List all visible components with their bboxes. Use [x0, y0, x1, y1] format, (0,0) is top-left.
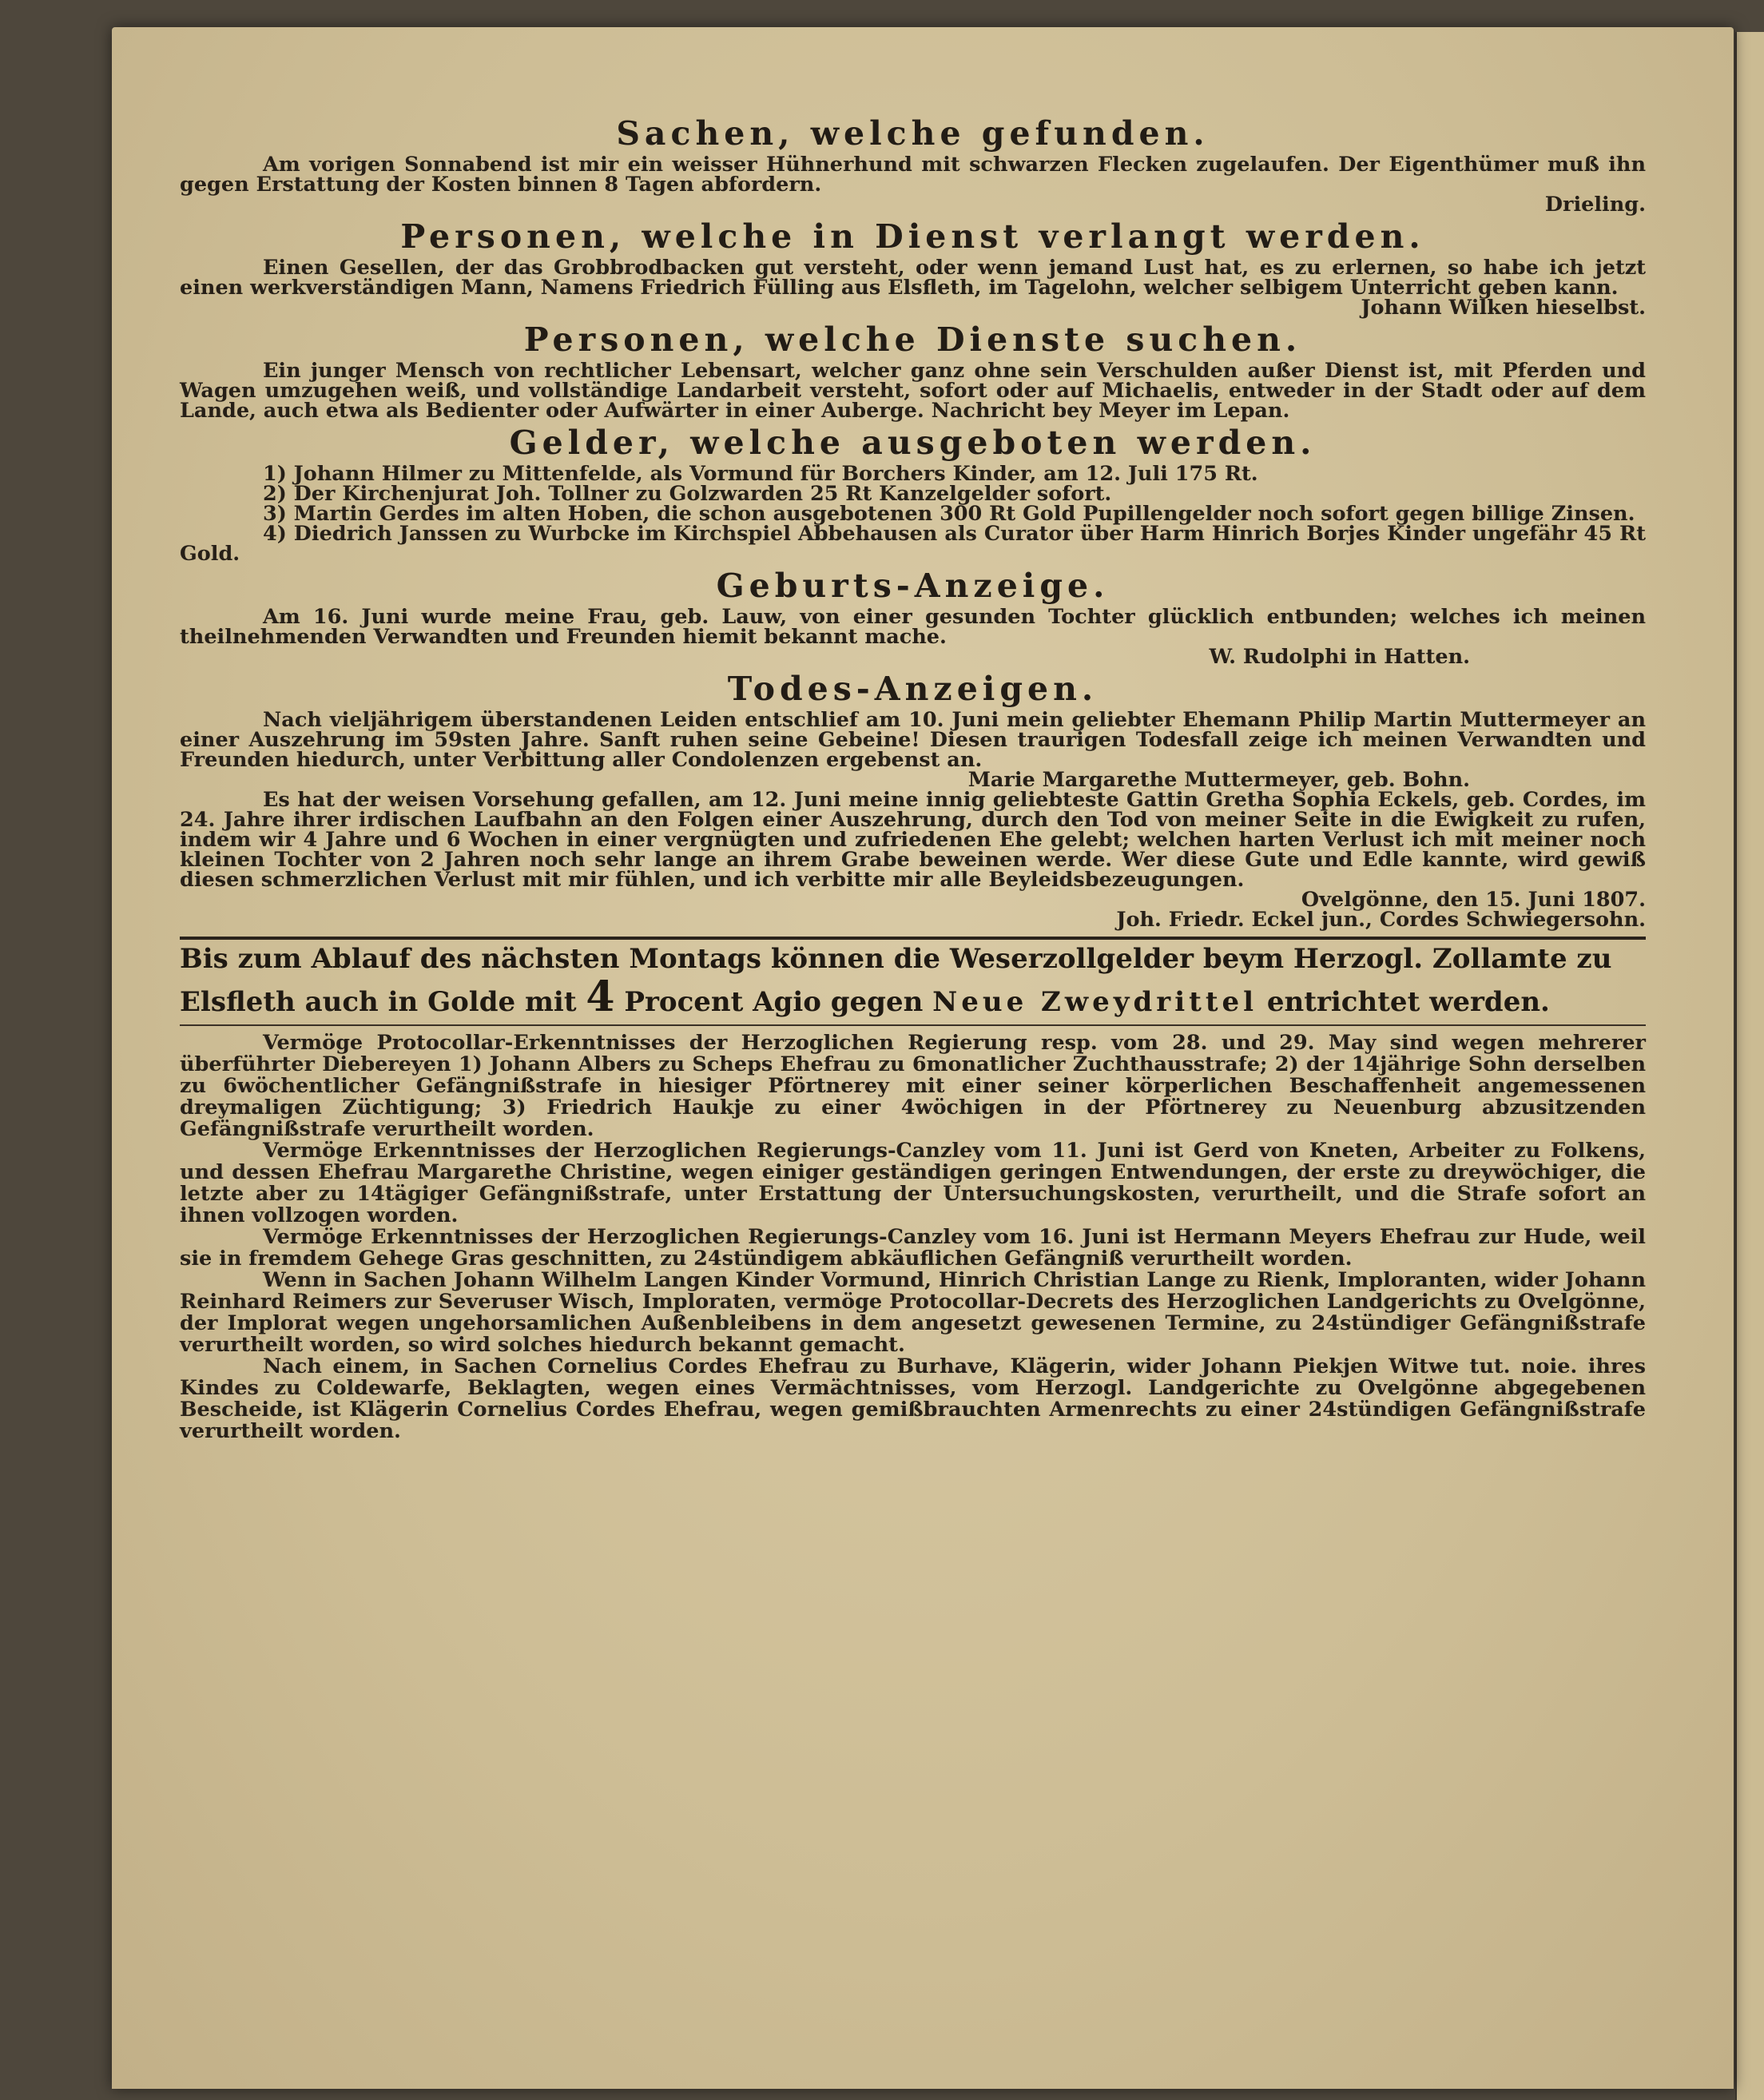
seeking-notice: Ein junger Mensch von rechtlicher Lebensart, welcher ganz ohne sein Verschulden außer Dienst ist, mit Pferden und Wagen umzugehen weiß, und vollständige Landarbeit versteht, sofort oder auf Michaelis, entweder in der Stadt oder auf dem Lande, auch etwa als Bedienter oder Aufwärter in einer Auberge. Nachricht bey Meyer im Lepan. — [180, 359, 1646, 423]
judgment-paragraph: Nach einem, in Sachen Cornelius Cordes Ehefrau zu Burhave, Klägerin, wider Johann Piekjen Witwe tut. noie. ihres Kindes zu Coldewarfe, Beklagten, wegen eines Vermächtnisses, vom Herzogl. Landgerichte zu Ovelgönne abgegebenen Bescheide, ist Klägerin Cornelius Cordes Ehefrau, wegen gemißbrauchten Armenrechts zu einer 24stündigen Gefängnißstrafe verurtheilt worden. — [180, 1354, 1646, 1443]
heading-money: Gelder, welche ausgeboten werden. — [509, 424, 1317, 462]
judgment-paragraph: Vermöge Protocollar-Erkenntnisses der Herzoglichen Regierung resp. vom 28. und 29. May sind wegen mehrerer überführter Diebereyen 1) Johann Albers zu Scheps Ehefrau zu 6monatlicher Zuchthausstrafe; 2) der 14jährige Sohn derselben zu 6wöchentlicher Gefängnißstrafe in hiesiger Pförtnerey mit einer seiner körperlichen Beschaffenheit angemessenen dreymaligen Züchtigung; 3) Friedrich Haukje zu einer 4wöchigen in der Pförtnerey zu Neuenburg abzusitzenden Gefängnißstrafe verurtheilt worden. — [180, 1031, 1646, 1141]
toll-notice-percent: 4 — [586, 972, 615, 1021]
money-item: 4) Diedrich Janssen zu Wurbcke im Kirchspiel Abbehausen als Curator über Harm Hinrich Borjes Kinder ungefähr 45 Rt Gold. — [180, 522, 1646, 566]
wanted-notice: Einen Gesellen, der das Grobbrodbacken gut versteht, oder wenn jemand Lust hat, es zu erlernen, so habe ich jetzt einen werkverständigen Mann, Namens Friedrich Fülling aus Elsfleth, im Tagelohn, welcher selbigem Unterricht geben kann. — [180, 256, 1646, 300]
death-notice-2: Es hat der weisen Vorsehung gefallen, am 12. Juni meine innig geliebteste Gattin Gretha Sophia Eckels, geb. Cordes, im 24. Jahre ihrer irdischen Laufbahn an den Folgen einer Auszehrung, durch den Tod von meiner Seite in die Ewigkeit zu rufen, indem wir 4 Jahre und 6 Wochen in einer vergnügten und zufriedenen Ehe gelebt; welchen harten Verlust ich mit meiner noch kleinen Tochter von 2 Jahren noch sehr lange an ihrem Grabe beweinen werde. Wer diese Gute und Edle kannte, wird gewiß diesen schmerzlichen Verlust mit mir fühlen, und ich verbitte mir alle Beyleidsbezeugungen. — [180, 788, 1646, 892]
found-signature: Drieling. — [1544, 193, 1646, 217]
toll-notice-currency: Neue Zweydrittel — [932, 986, 1258, 1018]
heading-birth: Geburts-Anzeige. — [716, 567, 1110, 605]
page-text — [180, 112, 1646, 1442]
toll-notice-line2a: Elsfleth auch in Golde mit — [180, 986, 577, 1018]
money-item: 2) Der Kirchenjurat Joh. Tollner zu Golzwarden 25 Rt Kanzelgelder sofort. — [263, 482, 1112, 506]
toll-notice-line2b: Procent Agio gegen — [624, 986, 924, 1018]
toll-notice — [180, 940, 1646, 1021]
heading-seeking: Personen, welche Dienste suchen. — [523, 320, 1302, 359]
heading-death: Todes-Anzeigen. — [727, 670, 1099, 708]
court-judgments — [180, 1032, 1646, 1442]
wanted-signature: Johann Wilken hieselbst. — [1361, 296, 1646, 320]
death-signature-2: Joh. Friedr. Eckel jun., Cordes Schwiegersohn. — [1116, 908, 1646, 932]
divider-rule-thin — [180, 1024, 1646, 1026]
heading-found: Sachen, welche gefunden. — [616, 114, 1210, 153]
toll-notice-line2c: entrichtet werden. — [1266, 986, 1550, 1018]
death-place-date: Ovelgönne, den 15. Juni 1807. — [1301, 888, 1646, 912]
judgment-paragraph: Vermöge Erkenntnisses der Herzoglichen Regierungs-Canzley vom 16. Juni ist Hermann Meyers Ehefrau zur Hude, weil sie in fremdem Gehege Gras geschnitten, zu 24stündigem abkäuflichen Gefängniß verurtheilt worden. — [180, 1225, 1646, 1271]
judgment-paragraph: Vermöge Erkenntnisses der Herzoglichen Regierungs-Canzley vom 11. Juni ist Gerd von Kneten, Arbeiter zu Folkens, und dessen Ehefrau Margarethe Christine, wegen einiger geständigen geringen Entwendungen, der erste zu dreywöchiger, die letzte aber zu 14tägiger Gefängnißstrafe, unter Erstattung der Untersuchungskosten, verurtheilt, und die Strafe sofort an ihnen vollzogen worden. — [180, 1139, 1646, 1227]
birth-signature: W. Rudolphi in Hatten. — [1209, 645, 1470, 669]
death-notice-1: Nach vieljährigem überstandenen Leiden entschlief am 10. Juni mein geliebter Ehemann Philip Martin Muttermeyer an einer Auszehrung im 59sten Jahre. Sanft ruhen seine Gebeine! Diesen traurigen Todesfall zeige ich meinen Verwandten und Freunden hiedurch, unter Verbittung aller Condolenzen ergebenst an. — [180, 708, 1646, 772]
birth-notice: Am 16. Juni wurde meine Frau, geb. Lauw, von einer gesunden Tochter glücklich entbunden; welches ich meinen theilnehmenden Verwandten und Freunden hiemit bekannt mache. — [180, 605, 1646, 649]
heading-wanted: Personen, welche in Dienst verlangt werden. — [400, 217, 1425, 256]
money-item: 3) Martin Gerdes im alten Hoben, die schon ausgebotenen 300 Rt Gold Pupillengelder noch sofort gegen billige Zinsen. — [263, 502, 1635, 526]
death-signature-1: Marie Margarethe Muttermeyer, geb. Bohn. — [967, 768, 1470, 792]
adjacent-page-edge — [1735, 32, 1764, 2100]
judgment-paragraph: Wenn in Sachen Johann Wilhelm Langen Kinder Vormund, Hinrich Christian Lange zu Rienk, Imploranten, wider Johann Reinhard Reimers zur Severuser Wisch, Imploraten, vermöge Protocollar-Decrets des Herzoglichen Landgerichts zu Ovelgönne, der Implorat wegen ungehorsamlichen Außenbleibens in dem angesetzt gewesenen Termine, zu 24stündiger Gefängnißstrafe verurtheilt worden, so wird solches hiedurch bekannt gemacht. — [180, 1268, 1646, 1357]
money-item: 1) Johann Hilmer zu Mittenfelde, als Vormund für Borchers Kinder, am 12. Juli 175 Rt. — [263, 462, 1258, 486]
found-notice: Am vorigen Sonnabend ist mir ein weisser Hühnerhund mit schwarzen Flecken zugelaufen. Der Eigenthümer muß ihn gegen Erstattung der Kosten binnen 8 Tagen abfordern. — [180, 153, 1646, 197]
toll-notice-line1: Bis zum Ablauf des nächsten Montags können die Weserzollgelder beym Herzogl. Zollamte zu — [180, 943, 1612, 975]
